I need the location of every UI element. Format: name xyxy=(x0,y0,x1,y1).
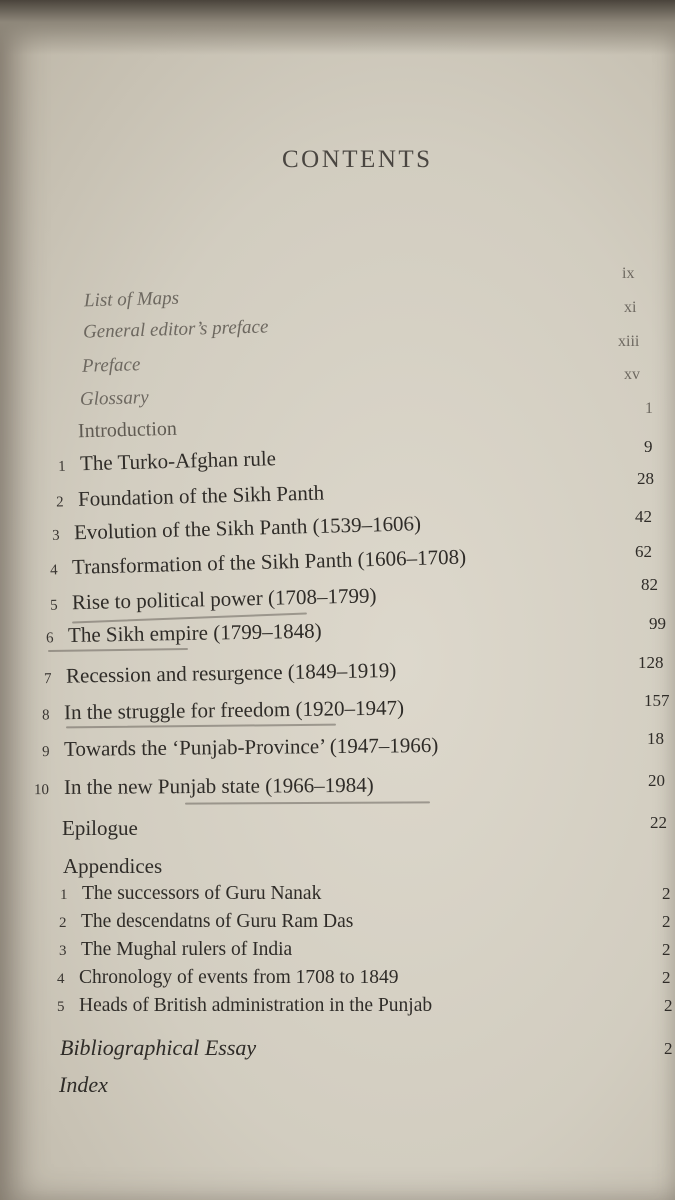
toc-entry-label: Bibliographical Essay xyxy=(60,1035,257,1060)
appendix-title: The Mughal rulers of India xyxy=(81,939,293,960)
toc-entry-preface xyxy=(82,355,141,376)
appendix-number: 5 xyxy=(57,999,65,1015)
chapter-number: 10 xyxy=(33,782,50,799)
toc-page-number: 99 xyxy=(649,614,666,633)
toc-entry-index xyxy=(59,1074,108,1096)
toc-page-number: 82 xyxy=(641,575,658,594)
toc-entry-introduction xyxy=(78,419,177,442)
toc-entry-label: List of Maps xyxy=(83,287,180,312)
toc-page-number: 2 xyxy=(664,996,673,1015)
chapter-title: In the struggle for freedom (1920–1947) xyxy=(63,695,405,725)
toc-page-number: 128 xyxy=(638,653,664,672)
toc-page-number: 2 xyxy=(664,1039,673,1058)
toc-appendix-5 xyxy=(57,996,432,1016)
toc-page-number: xi xyxy=(624,299,637,316)
toc-chapter-3 xyxy=(52,513,422,544)
chapter-title: Recession and resurgence (1849–1919) xyxy=(65,657,397,688)
chapter-title: Evolution of the Sikh Panth (1539–1606) xyxy=(73,511,422,545)
toc-appendix-3 xyxy=(59,940,292,960)
chapter-title: Towards the ‘Punjab-Province’ (1947–1966) xyxy=(63,732,439,761)
chapter-number: 3 xyxy=(51,527,60,544)
toc-entry-label: Index xyxy=(59,1072,108,1097)
chapter-number: 1 xyxy=(57,458,66,475)
toc-page-number: 2 xyxy=(662,884,671,903)
toc-page-number: 2 xyxy=(662,940,671,959)
chapter-number: 6 xyxy=(45,630,54,647)
toc-entry-label: General editor’s preface xyxy=(82,316,269,343)
appendix-number: 1 xyxy=(60,887,68,903)
toc-chapter-6 xyxy=(45,618,322,648)
toc-entry-label: Appendices xyxy=(63,854,163,878)
chapter-title: Rise to political power (1708–1799) xyxy=(71,583,377,615)
chapter-number: 5 xyxy=(49,597,58,614)
toc-entry-label: Epilogue xyxy=(62,816,138,840)
toc-page-number: xiii xyxy=(618,333,640,350)
toc-entry-label: Glossary xyxy=(79,387,149,410)
chapter-number: 2 xyxy=(55,494,64,511)
toc-page-number: 20 xyxy=(648,771,665,790)
toc-page-number: 2 xyxy=(662,968,671,987)
toc-page-number: 18 xyxy=(647,729,664,748)
page-top-shadow xyxy=(0,0,675,55)
chapter-number: 8 xyxy=(41,707,50,724)
toc-entry-bibliographical-essay xyxy=(60,1037,256,1059)
chapter-title: The Turko-Afghan rule xyxy=(79,446,277,476)
toc-entry-epilogue xyxy=(62,818,138,839)
appendix-title: Heads of British administration in the Punjab xyxy=(79,995,433,1016)
toc-chapter-5 xyxy=(50,585,377,613)
chapter-title: The Sikh empire (1799–1848) xyxy=(67,618,322,648)
toc-page-number: 42 xyxy=(635,507,652,526)
appendix-title: The successors of Guru Nanak xyxy=(82,883,322,904)
pencil-underline xyxy=(48,648,188,652)
toc-page-number: 22 xyxy=(650,813,667,832)
toc-page-number: 157 xyxy=(644,691,670,710)
toc-appendix-2 xyxy=(59,912,353,932)
contents-title: CONTENTS xyxy=(282,146,433,173)
appendix-number: 4 xyxy=(57,971,65,987)
toc-chapter-2 xyxy=(56,482,325,510)
pencil-underline xyxy=(66,724,336,729)
toc-chapter-8 xyxy=(42,697,404,723)
appendix-title: Chronology of events from 1708 to 1849 xyxy=(79,967,399,988)
chapter-title: In the new Punjab state (1966–1984) xyxy=(63,772,374,799)
toc-entry-label: Preface xyxy=(81,354,141,377)
appendix-number: 2 xyxy=(59,915,67,931)
toc-entry-general-editors-preface xyxy=(83,317,269,341)
chapter-number: 4 xyxy=(49,562,58,579)
appendix-title: The descendatns of Guru Ram Das xyxy=(81,911,354,932)
toc-chapter-10 xyxy=(33,772,374,799)
toc-chapter-7 xyxy=(43,657,397,688)
toc-page-number: 1 xyxy=(645,400,653,417)
toc-appendix-1 xyxy=(60,884,321,904)
toc-page-number: 28 xyxy=(637,469,654,488)
toc-entry-list-of-maps xyxy=(84,289,180,311)
chapter-number: 7 xyxy=(43,670,52,688)
toc-page-number: 62 xyxy=(635,542,652,561)
toc-page-number: 2 xyxy=(662,912,671,931)
toc-chapter-1 xyxy=(58,448,276,475)
chapter-number: 9 xyxy=(41,743,50,761)
toc-chapter-4 xyxy=(49,544,467,579)
appendix-number: 3 xyxy=(59,943,67,959)
toc-page-number: ix xyxy=(622,265,635,282)
toc-entry-label: Introduction xyxy=(77,417,178,443)
toc-appendices-heading xyxy=(63,856,162,877)
toc-page-number: 9 xyxy=(644,437,653,456)
toc-entry-glossary xyxy=(80,388,149,409)
chapter-title: Transformation of the Sikh Panth (1606–1708) xyxy=(71,544,467,579)
toc-page-number: xv xyxy=(624,366,640,383)
toc-appendix-4 xyxy=(57,968,399,988)
chapter-title: Foundation of the Sikh Panth xyxy=(77,480,325,511)
pencil-underline xyxy=(185,801,430,804)
toc-chapter-9 xyxy=(41,732,439,761)
